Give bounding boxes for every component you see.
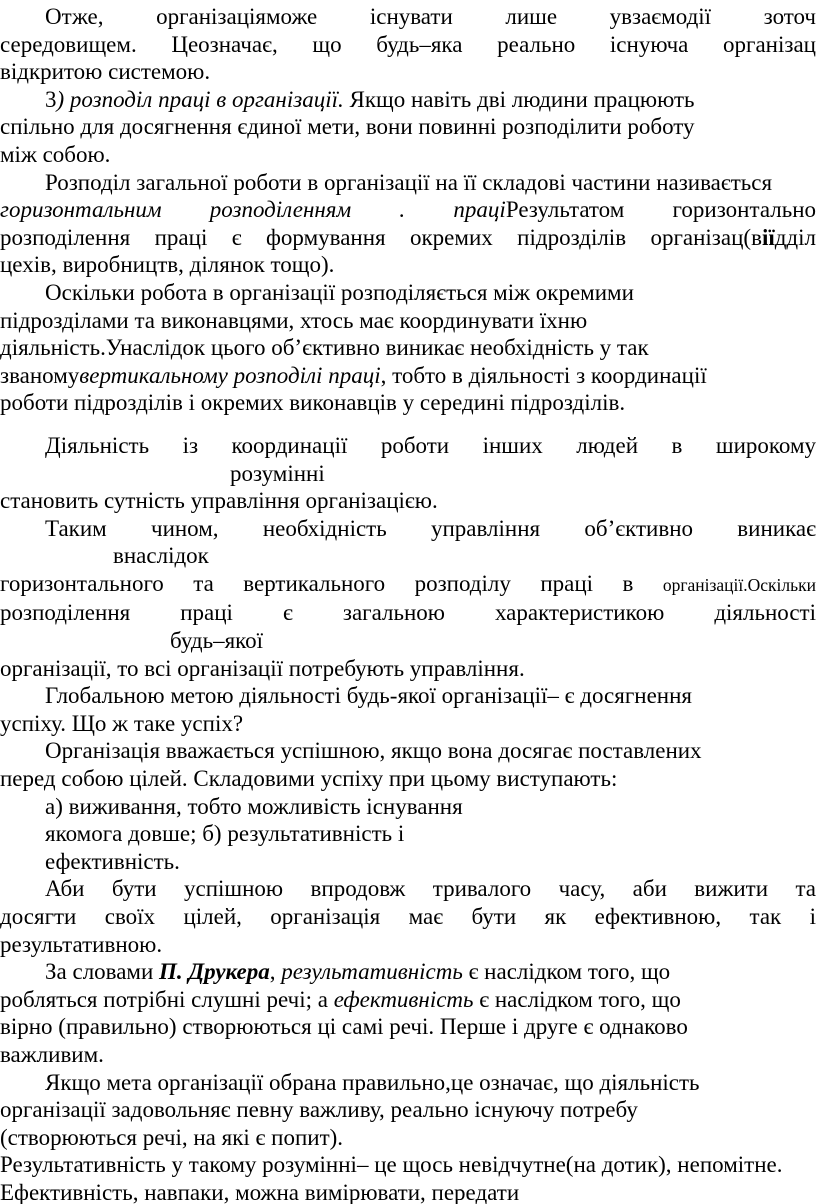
text-run: спільно для досягнення єдиної мети, вони повинні розподілити роботу — [0, 114, 695, 140]
text-run: , тобто в діяльності з координації — [380, 362, 707, 388]
text-line — [0, 224, 816, 252]
text-line — [0, 1151, 816, 1179]
text-run: дділ — [774, 224, 816, 250]
text-run: Оскільки робота в організації розподіляється між окремими — [45, 279, 634, 305]
text-line — [0, 710, 816, 738]
text-run: є наслідком того, що — [462, 959, 671, 985]
text-run: якомога довше; б) результативність і — [45, 821, 405, 847]
text-run: Діяльність із координації роботи інших людей в широкому — [45, 432, 816, 458]
text-line — [0, 334, 816, 362]
text-run: горизонтальним розподіленням . праці — [0, 197, 506, 223]
text-run: Ефективність, навпаки, можна вимірювати, передати — [0, 1179, 520, 1204]
text-run: перед собою цілей. Складовими успіху при цьому виступають: — [0, 766, 618, 792]
text-run: важливим. — [0, 1041, 104, 1067]
text-run: ефективність — [333, 986, 474, 1012]
text-run: є наслідком того, що — [473, 986, 681, 1012]
text-run: між собою. — [0, 141, 111, 167]
text-line — [0, 307, 816, 335]
text-run: ії — [761, 224, 775, 250]
text-run: Таким чином, необхідність управління об’єктивно виникає — [45, 515, 816, 541]
text-line — [0, 848, 816, 876]
text-run: діяльність.Унаслідок цього об’єктивно виникає необхідність у так — [0, 335, 649, 361]
text-line — [0, 113, 816, 141]
text-run: відкритою системою. — [0, 59, 211, 85]
text-line — [0, 793, 816, 821]
text-line — [0, 169, 816, 197]
text-run: організації.Оскільки — [662, 574, 816, 595]
text-run: розподілення праці є формування окремих підрозділів організац(в — [0, 224, 762, 250]
text-run: а) виживання, тобто можливість існування — [45, 793, 463, 819]
text-line — [0, 3, 816, 31]
paragraph-spacer — [0, 417, 816, 432]
text-run: ефективність. — [45, 848, 180, 874]
text-run: досягти своїх цілей, організація має бути як ефективною, так і — [0, 904, 816, 929]
text-line — [0, 432, 816, 460]
text-line — [0, 655, 816, 683]
text-line — [0, 1124, 816, 1152]
text-run: будь–якої — [170, 628, 264, 654]
text-run: Отже, організаціяможе існувати лише увзаємодії зоточ — [45, 4, 816, 29]
text-line — [0, 737, 816, 765]
text-run: результативною. — [0, 931, 163, 957]
text-line — [0, 542, 816, 570]
text-run: Аби бути успішною впродовж тривалого часу, аби вижити та — [45, 876, 816, 902]
text-run: розподілення праці є загальною характеристикою діяльності — [0, 600, 816, 626]
text-line — [0, 931, 816, 959]
text-run: роботи підрозділів і окремих виконавців у середині підрозділів. — [0, 390, 626, 416]
text-line — [0, 820, 816, 848]
text-run: підрозділами та виконавцями, хтось має координувати їхню — [0, 307, 588, 333]
text-run: робляться потрібні слушні речі; а — [0, 986, 334, 1012]
text-line — [0, 58, 816, 86]
text-line — [0, 986, 816, 1014]
text-run: Результативність у такому розумінні– це щось невідчутне(на дотик), непомітне. — [0, 1152, 783, 1178]
text-line — [0, 875, 816, 903]
text-run: Якщо навіть дві людини працюють — [343, 86, 695, 112]
text-line — [0, 460, 816, 488]
text-run: За словами — [45, 959, 160, 985]
text-line — [0, 279, 816, 307]
text-run: (створюються речі, на які є попит). — [0, 1124, 344, 1150]
text-run: вертикальному розподілі праці — [79, 362, 381, 388]
text-line — [0, 487, 816, 515]
text-line — [0, 1013, 816, 1041]
text-run: Розподіл загальної роботи в організації на її складові частини називається — [45, 169, 773, 195]
text-run: ) розподіл праці в організації. — [56, 86, 344, 112]
text-run: Глобальною метою діяльності будь-якої організації– є досягнення — [45, 683, 692, 709]
text-line — [0, 196, 816, 224]
text-line — [0, 903, 816, 931]
text-run: вірно (правильно) створюються ці самі речі. Перше і друге є однаково — [0, 1014, 688, 1040]
text-run: результативність — [281, 959, 463, 985]
text-run: 3 — [45, 86, 57, 112]
text-line — [0, 1179, 816, 1204]
text-run: успіху. Що ж таке успіх? — [0, 710, 244, 736]
text-run: становить сутність управління організацією. — [0, 488, 438, 514]
text-run: організації, то всі організації потребують управління. — [0, 655, 525, 681]
text-line — [0, 958, 816, 986]
text-line — [0, 765, 816, 793]
text-run: Якщо мета організації обрана правильно,це означає, що діяльність — [45, 1069, 700, 1095]
text-line — [0, 31, 816, 59]
text-line — [0, 627, 816, 655]
text-line — [0, 682, 816, 710]
text-line — [0, 515, 816, 543]
text-line — [0, 362, 816, 390]
text-line — [0, 86, 816, 114]
text-run: організації задовольняє певну важливу, реально існуючу потребу — [0, 1097, 638, 1123]
text-run: внаслідок — [113, 543, 209, 569]
text-run: званому — [0, 362, 80, 388]
text-line — [0, 599, 816, 627]
text-run: Результатом горизонтально — [505, 197, 816, 223]
text-run: розумінні — [230, 460, 325, 486]
text-run: Організація вважається успішною, якщо вона досягає поставлених — [45, 738, 702, 764]
text-run: цехів, виробництв, ділянок тощо). — [0, 252, 335, 278]
text-line — [0, 1069, 816, 1097]
text-line — [0, 141, 816, 169]
text-line — [0, 1041, 816, 1069]
text-line — [0, 570, 816, 600]
text-line — [0, 1096, 816, 1124]
text-line — [0, 251, 816, 279]
text-run: П. Друкера — [159, 959, 270, 985]
text-run: горизонтального та вертикального розподілу праці в — [0, 570, 663, 596]
text-run: середовищем. Цеозначає, що будь–яка реально існуюча організац — [0, 31, 816, 57]
text-run: , — [269, 959, 282, 985]
text-line — [0, 389, 816, 417]
